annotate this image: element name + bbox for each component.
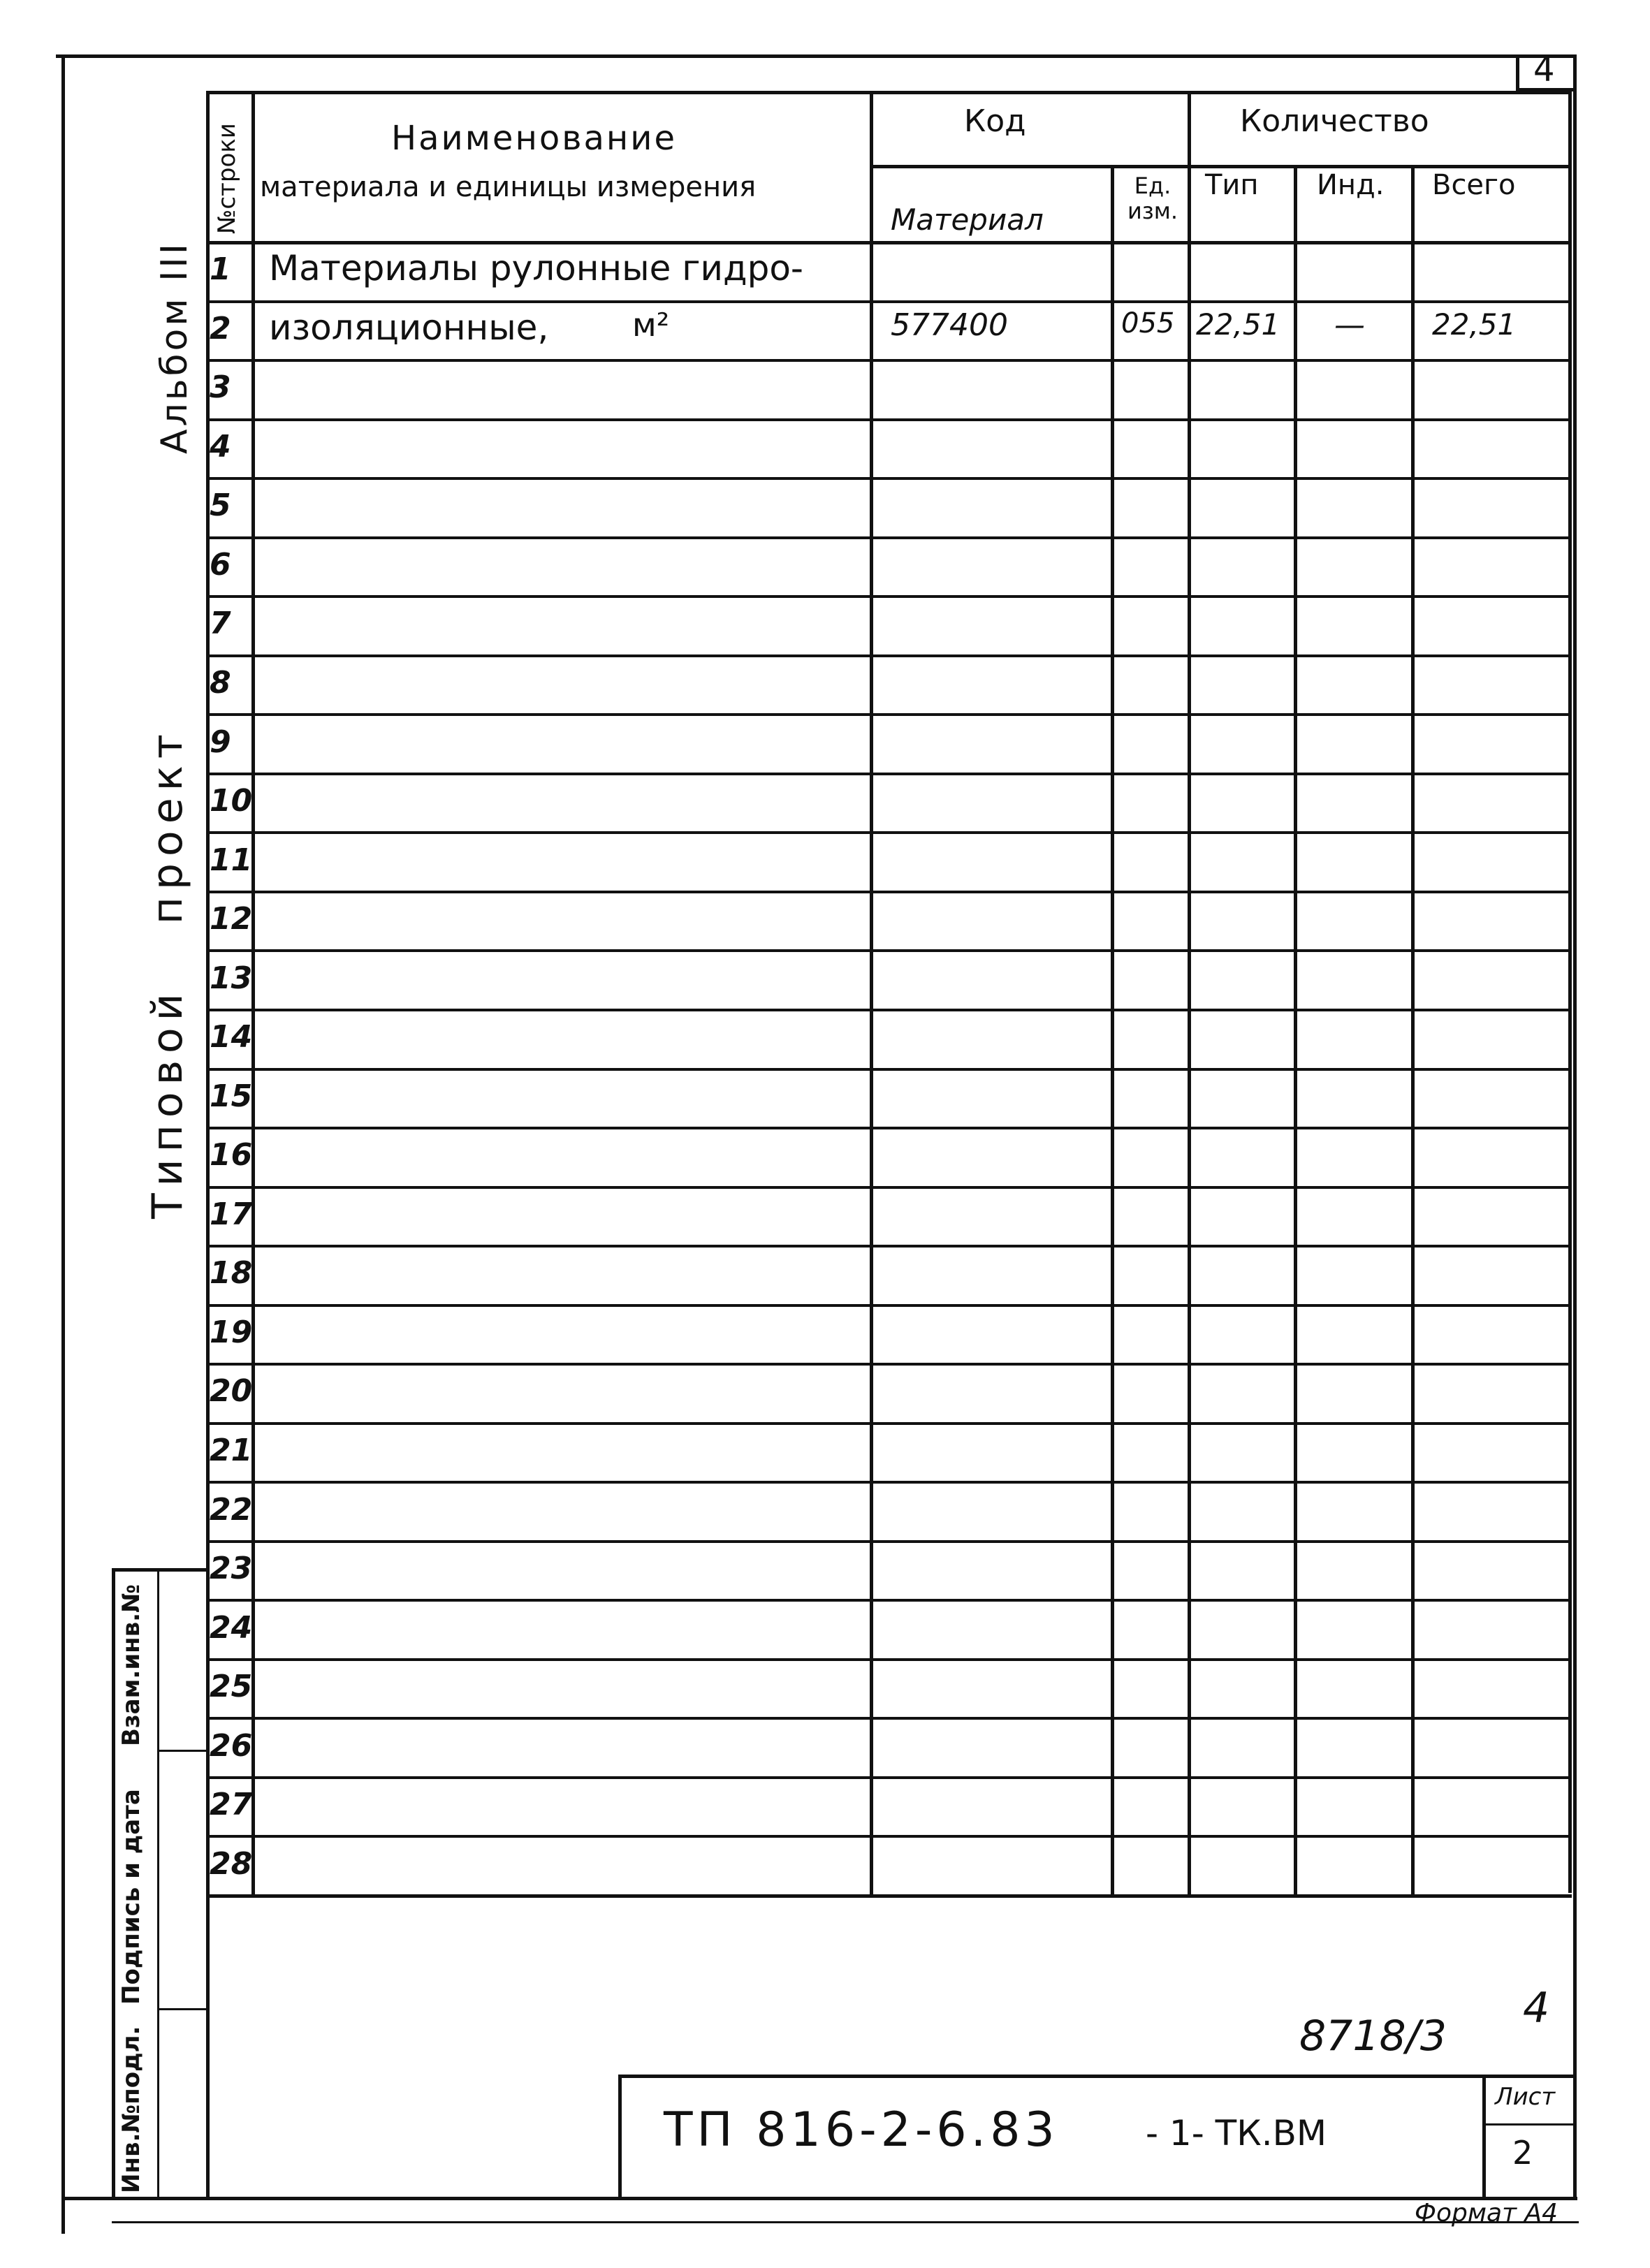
row-line xyxy=(206,1186,1572,1189)
row2-ind-qty: — xyxy=(1334,307,1365,343)
frame-bottom-line xyxy=(61,2197,1577,2200)
row-number: 1 xyxy=(210,251,231,287)
row-number: 20 xyxy=(210,1373,253,1409)
row-number: 4 xyxy=(210,429,231,464)
copy-number: 4 xyxy=(1523,1984,1550,2033)
titleblock-top-line xyxy=(618,2075,1574,2078)
row2-total-qty: 22,51 xyxy=(1432,307,1517,342)
row-number: 13 xyxy=(210,960,253,996)
row-line xyxy=(206,1422,1572,1425)
sheet-box-left-line xyxy=(1482,2075,1486,2199)
project-label: Типовой проект xyxy=(143,727,192,1219)
header-bottom-line xyxy=(206,241,1572,244)
row-line xyxy=(206,891,1572,893)
designation-suffix: - 1- ТК.ВМ xyxy=(1146,2113,1327,2153)
sheet-box-split xyxy=(1482,2123,1573,2126)
stamp-div1 xyxy=(157,1750,206,1752)
row-line xyxy=(206,1835,1572,1838)
row-number: 11 xyxy=(210,842,253,878)
row2-material-code: 577400 xyxy=(891,307,1008,343)
sheet-number: 2 xyxy=(1512,2134,1533,2172)
row-number: 18 xyxy=(210,1255,253,1291)
row-number: 28 xyxy=(210,1846,253,1882)
row-line xyxy=(206,1127,1572,1129)
table-end-line xyxy=(206,1894,1572,1898)
stamp-signature-label: Подпись и дата xyxy=(117,1789,145,2005)
titleblock-left-line xyxy=(618,2075,622,2199)
row-number: 3 xyxy=(210,370,231,405)
row2-unit-symbol: м² xyxy=(632,306,670,344)
sheet-label: Лист xyxy=(1495,2083,1556,2111)
row-number: 25 xyxy=(210,1669,253,1704)
header-name-line2: материала и единицы измерения xyxy=(260,171,757,203)
header-unit: Ед. изм. xyxy=(1127,173,1178,224)
col-ind-line xyxy=(1411,168,1415,1896)
frame-top-line xyxy=(56,54,1575,58)
row-line xyxy=(206,1068,1572,1071)
row-line xyxy=(206,1599,1572,1602)
row-number: 19 xyxy=(210,1315,253,1350)
stamp-div2 xyxy=(157,2008,206,2010)
row-line xyxy=(206,1481,1572,1484)
row-line xyxy=(206,1658,1572,1661)
row-number: 22 xyxy=(210,1492,253,1528)
row2-name: изоляционные, xyxy=(269,307,549,348)
designation: ТП 816-2-6.83 xyxy=(664,2102,1059,2158)
row-line xyxy=(206,1245,1572,1248)
row-number: 24 xyxy=(210,1610,253,1646)
stamp-mid-line xyxy=(157,1568,159,2197)
album-label: Альбом III xyxy=(154,240,196,454)
row-number: 10 xyxy=(210,783,253,819)
trim-line xyxy=(112,2221,1579,2223)
frame-left-line xyxy=(61,54,65,2234)
row-line xyxy=(206,773,1572,775)
header-row-number: №строки xyxy=(213,123,241,234)
row-line xyxy=(206,1304,1572,1307)
header-top-line xyxy=(206,91,1572,94)
header-material: Материал xyxy=(891,203,1044,237)
row-line xyxy=(206,949,1572,952)
header-code: Код xyxy=(964,103,1026,139)
row-line xyxy=(206,536,1572,539)
row-number: 17 xyxy=(210,1197,253,1232)
row-line xyxy=(206,300,1572,303)
row1-name: Материалы рулонные гидро- xyxy=(269,248,803,288)
row-line xyxy=(206,1717,1572,1720)
col-type-line xyxy=(1294,168,1297,1896)
row-number: 23 xyxy=(210,1551,253,1586)
row-number: 8 xyxy=(210,665,231,701)
row-line xyxy=(206,654,1572,657)
sheet-corner-number: 4 xyxy=(1533,50,1555,89)
row-line xyxy=(206,1776,1572,1779)
stamp-replace-label: Взам.инв.№ xyxy=(117,1584,145,1746)
stamp-left-line xyxy=(112,1568,115,2197)
corner-box-left xyxy=(1516,54,1519,89)
row-number: 26 xyxy=(210,1728,253,1764)
col-material-line xyxy=(1111,168,1114,1896)
header-ind: Инд. xyxy=(1317,169,1385,201)
header-total: Всего xyxy=(1432,169,1516,201)
header-type: Тип xyxy=(1205,169,1259,201)
row-number: 9 xyxy=(210,724,231,760)
header-quantity: Количество xyxy=(1240,103,1429,139)
row-number: 6 xyxy=(210,547,231,583)
format-label: Формат А4 xyxy=(1415,2199,1558,2227)
row-number: 21 xyxy=(210,1433,253,1468)
stamp-inv-orig-label: Инв.№подл. xyxy=(117,2026,145,2193)
row-line xyxy=(206,1540,1572,1543)
header-name-line1: Наименование xyxy=(391,119,678,158)
row-number: 16 xyxy=(210,1137,253,1173)
row2-unit-code: 055 xyxy=(1121,307,1175,339)
archive-number: 8718/3 xyxy=(1299,2012,1447,2061)
frame-right-line xyxy=(1573,54,1577,2199)
row-line xyxy=(206,359,1572,362)
row2-type-qty: 22,51 xyxy=(1196,307,1280,342)
row-line xyxy=(206,1363,1572,1366)
row-number: 12 xyxy=(210,901,253,937)
row-number: 5 xyxy=(210,488,231,523)
row-number: 27 xyxy=(210,1787,253,1822)
row-line xyxy=(206,831,1572,834)
row-line xyxy=(206,1009,1572,1011)
row-number: 2 xyxy=(210,311,231,346)
row-line xyxy=(206,418,1572,421)
row-number: 14 xyxy=(210,1019,253,1055)
row-line xyxy=(206,477,1572,480)
row-number: 7 xyxy=(210,606,231,641)
header-split-line xyxy=(870,165,1572,168)
row-line xyxy=(206,595,1572,598)
row-line xyxy=(206,713,1572,716)
row-number: 15 xyxy=(210,1078,253,1114)
